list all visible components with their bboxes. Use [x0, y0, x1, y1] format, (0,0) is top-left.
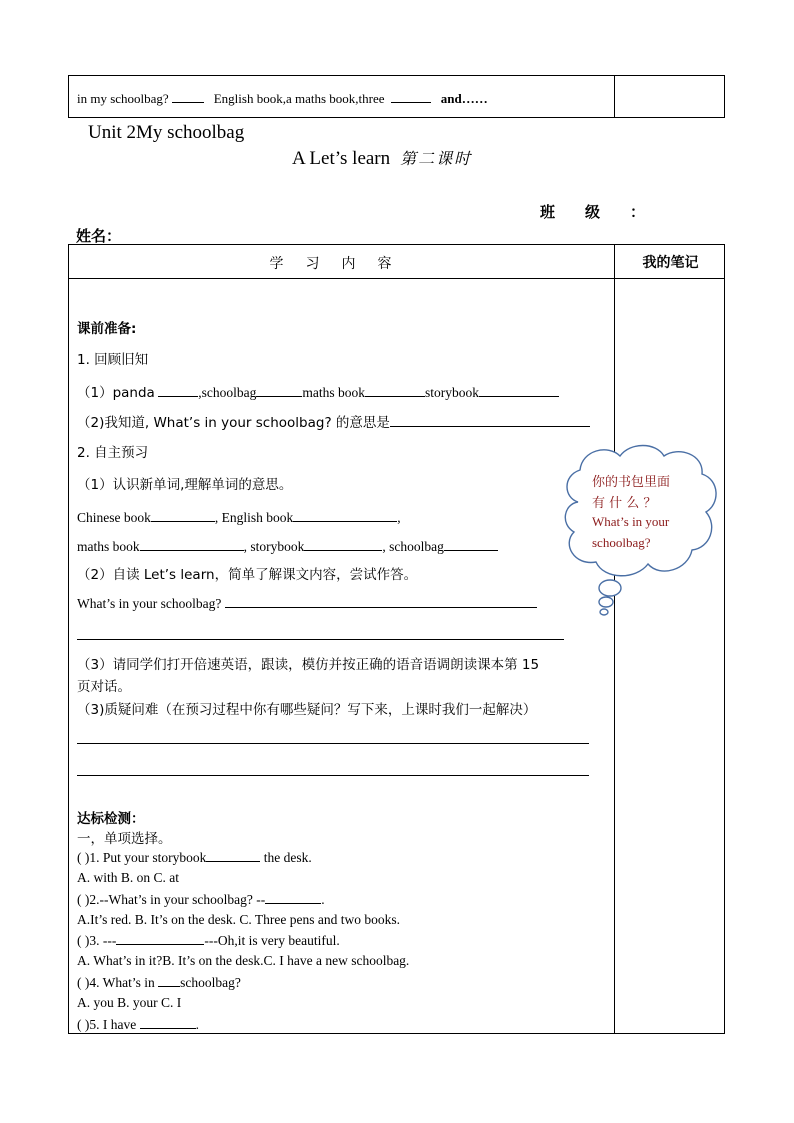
question-1-options: A. with B. on C. at	[77, 870, 180, 885]
review-q1	[77, 381, 559, 401]
cloud-line-1: 你的书包里面	[592, 475, 671, 490]
section-one: 一，单项选择。	[77, 831, 172, 847]
top-table-row	[68, 75, 725, 118]
q5-text: ( )5. I have	[77, 1017, 137, 1032]
question-3	[77, 932, 340, 949]
cloud-line-2: 有 什 么 ？	[592, 496, 657, 511]
column-divider	[614, 245, 615, 1033]
class-label: 班 级 ：	[540, 203, 646, 221]
review-q1-c: maths book	[302, 385, 365, 400]
words-1b: , English book	[214, 510, 294, 525]
blank	[206, 849, 260, 862]
cloud-line-4: schoolbag?	[592, 535, 651, 550]
words-line-1	[77, 509, 401, 526]
review-q1-d: storybook	[424, 385, 479, 400]
words-2a: maths book	[77, 539, 140, 554]
q3-text: ( )3. ---	[77, 933, 117, 948]
blank	[391, 90, 431, 103]
whats-in-line	[77, 595, 537, 612]
question-4	[77, 974, 241, 991]
answer-line	[77, 775, 589, 776]
answer-line	[77, 639, 564, 640]
preview-q3-line2: 页对话。	[77, 679, 131, 695]
question-4-options: A. you B. your C. I	[77, 995, 182, 1010]
review-q1-a: （1）panda	[77, 385, 155, 401]
thought-cloud-icon	[560, 440, 720, 620]
question-2-options: A.It’s red. B. It’s on the desk. C. Three pens and two books.	[77, 912, 400, 927]
words-2c: , schoolbag	[382, 539, 444, 554]
whats-in-text: What’s in your schoolbag?	[77, 596, 222, 611]
blank	[304, 538, 382, 551]
lesson-title-en: A Let’s learn	[292, 148, 391, 169]
review-q1-b: ,schoolbag	[198, 385, 257, 400]
blank	[479, 384, 559, 397]
blank	[151, 509, 215, 522]
question-2	[77, 891, 325, 908]
top-row-text-a: in my schoolbag?	[77, 91, 169, 106]
blank	[390, 414, 590, 427]
review-q2-text: （2)我知道, What’s in your schoolbag? 的意思是	[77, 415, 390, 431]
header-divider	[69, 278, 724, 279]
header-my-notes: 我的笔记	[642, 255, 699, 271]
blank	[365, 384, 425, 397]
blank	[158, 974, 180, 987]
review-q2	[77, 411, 590, 431]
lesson-title-cn: 第二课时	[400, 149, 473, 168]
q1-text: ( )1. Put your storybook	[77, 850, 207, 865]
question-1	[77, 849, 312, 866]
preview-q4: （3)质疑问难（在预习过程中你有哪些疑问？写下来，上课时我们一起解决）	[77, 702, 537, 718]
blank	[158, 384, 198, 397]
blank	[265, 891, 321, 904]
q4-end: schoolbag?	[180, 975, 241, 990]
top-row-text-c: and……	[440, 91, 488, 106]
name-label: 姓名：	[76, 227, 122, 245]
blank	[116, 932, 204, 945]
blank	[172, 90, 204, 103]
preview-q3-line1: （3）请同学们打开倍速英语，跟读，模仿并按正确的语音语调朗读课本第 15	[77, 657, 540, 673]
blank	[225, 595, 537, 608]
words-1c: ,	[397, 510, 401, 525]
column-divider	[614, 76, 615, 117]
review-title: 1. 回顾旧知	[77, 352, 149, 368]
blank	[140, 538, 244, 551]
lesson-title	[292, 146, 472, 170]
question-3-options: A. What’s in it?B. It’s on the desk.C. I have a new schoolbag.	[77, 953, 410, 968]
cloud-line-3: What’s in your	[592, 514, 670, 529]
words-1a: Chinese book	[77, 510, 151, 525]
main-table	[68, 244, 725, 1034]
words-line-2	[77, 538, 498, 555]
words-2b: , storybook	[243, 539, 305, 554]
q2-text: ( )2.--What’s in your schoolbag? --	[77, 892, 266, 907]
blank	[293, 509, 397, 522]
top-row-text-b: English book,a maths book,three	[213, 91, 385, 106]
header-study-content: 学习内容	[269, 256, 414, 272]
preview-title: 2. 自主预习	[77, 445, 149, 461]
q4-text: ( )4. What’s in	[77, 975, 155, 990]
q2-end: .	[321, 892, 325, 907]
q5-end: .	[195, 1017, 199, 1032]
unit-title: Unit 2My schoolbag	[88, 122, 245, 143]
blank	[444, 538, 498, 551]
preview-q1: （1）认识新单词,理解单词的意思。	[77, 477, 293, 493]
q3-end: ---Oh,it is very beautiful.	[204, 933, 340, 948]
test-title: 达标检测：	[77, 811, 145, 827]
preview-q2: （2）自读 Let’s learn，简单了解课文内容，尝试作答。	[77, 567, 418, 583]
blank	[256, 384, 302, 397]
q1-end: the desk.	[263, 850, 312, 865]
answer-line	[77, 743, 589, 744]
blank	[140, 1016, 196, 1029]
prep-title: 课前准备:	[77, 321, 137, 337]
question-5	[77, 1016, 199, 1033]
top-row-text	[77, 90, 488, 107]
